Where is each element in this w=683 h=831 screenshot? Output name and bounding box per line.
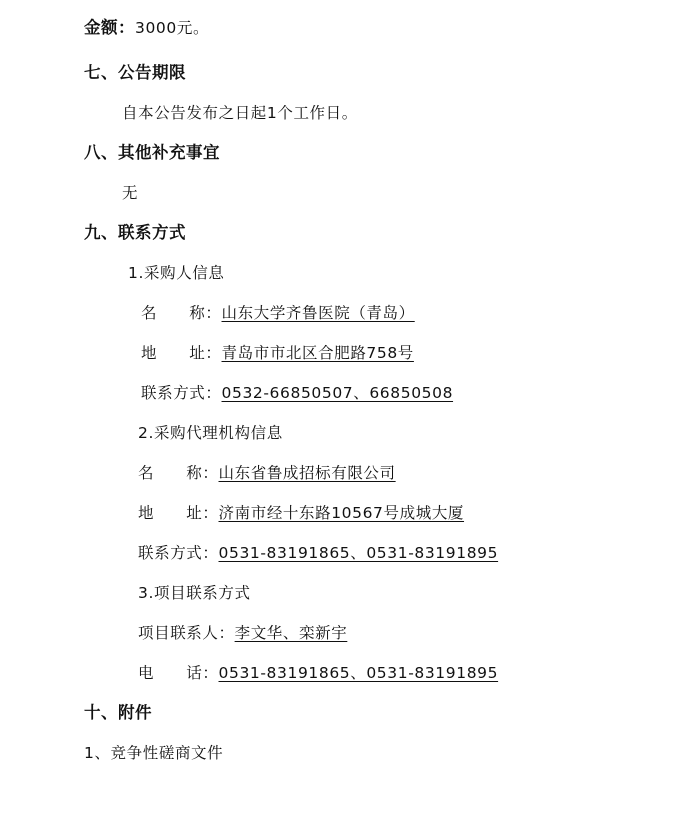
agency-name-row <box>138 463 396 483</box>
project-person-row <box>138 623 347 643</box>
purchaser-name-row <box>141 303 415 323</box>
agency-address-label: 地 址： <box>138 504 219 522</box>
project-person-label: 项目联系人： <box>138 624 235 642</box>
agency-address-value: 济南市经十东路10567号成城大厦 <box>218 504 465 522</box>
purchaser-name-value: 山东大学齐鲁医院（青岛） <box>221 304 415 322</box>
project-person-value: 李文华、栾新宇 <box>234 624 348 642</box>
purchaser-contact-value: 0532-66850507、66850508 <box>221 384 454 402</box>
agency-name-value: 山东省鲁成招标有限公司 <box>218 464 396 482</box>
purchaser-address-label: 地 址： <box>141 344 222 362</box>
project-heading: 3.项目联系方式 <box>138 584 251 602</box>
agency-heading: 2.采购代理机构信息 <box>138 424 283 442</box>
purchaser-address-row <box>141 343 414 363</box>
section-8-title: 八、其他补充事宜 <box>84 143 220 162</box>
agency-contact-value: 0531-83191865、0531-83191895 <box>218 544 499 562</box>
agency-name-label: 名 称： <box>138 464 219 482</box>
agency-contact-row <box>138 543 498 563</box>
amount-line <box>84 18 209 38</box>
purchaser-contact-row <box>141 383 453 403</box>
section-8-text: 无 <box>122 184 139 202</box>
section-10-title: 十、附件 <box>84 703 152 722</box>
section-7-text: 自本公告发布之日起1个工作日。 <box>122 104 358 122</box>
purchaser-heading: 1.采购人信息 <box>128 264 225 282</box>
section-9-title: 九、联系方式 <box>84 223 186 242</box>
attachment-item-1: 1、竞争性磋商文件 <box>84 744 224 762</box>
purchaser-name-label: 名 称： <box>141 304 222 322</box>
purchaser-address-value: 青岛市市北区合肥路758号 <box>221 344 414 362</box>
project-phone-label: 电 话： <box>138 664 219 682</box>
agency-contact-label: 联系方式： <box>138 544 219 562</box>
project-phone-row <box>138 663 498 683</box>
section-7-title: 七、公告期限 <box>84 63 186 82</box>
project-phone-value: 0531-83191865、0531-83191895 <box>218 664 499 682</box>
amount-value: 3000元。 <box>135 19 210 37</box>
purchaser-contact-label: 联系方式： <box>141 384 222 402</box>
amount-label: 金额： <box>84 18 135 37</box>
agency-address-row <box>138 503 464 523</box>
